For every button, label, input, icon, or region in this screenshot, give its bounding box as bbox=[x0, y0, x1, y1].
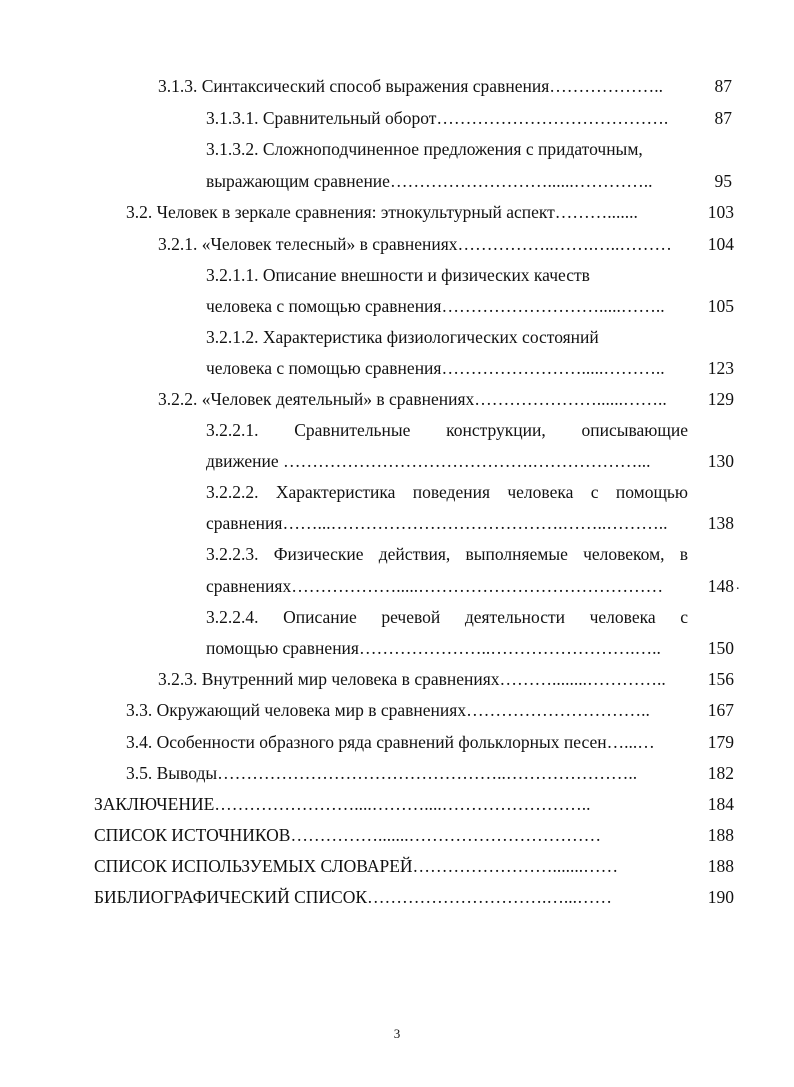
toc-page-dictionaries: 188 bbox=[707, 856, 734, 876]
toc-page-sources: 188 bbox=[707, 825, 734, 845]
toc-entry-3-1-3-1: 3.1.3.1. Сравнительный оборот…………………………………. bbox=[206, 108, 669, 128]
word: деятельности bbox=[464, 607, 566, 627]
page-number: 3 bbox=[393, 1026, 401, 1041]
toc-entry-3-2-1: 3.2.1. «Человек телесный» в сравнениях……………..…….…..……… bbox=[158, 234, 672, 254]
toc-page-3-2-2: 129 bbox=[707, 389, 734, 409]
toc-page-3-2-2-4: 150 bbox=[707, 638, 734, 658]
stray-dot: . bbox=[736, 578, 740, 593]
toc-entry-3-2-3: 3.2.3. Внутренний мир человека в сравнениях………........………….. bbox=[158, 669, 666, 689]
toc-entry-3-2-2-3 bbox=[206, 543, 688, 565]
toc-entry-3-1-3: 3.1.3. Синтаксический способ выражения сравнения……………….. bbox=[158, 76, 664, 96]
toc-entry-3-2-2-1 bbox=[206, 419, 688, 441]
word: Характеристика bbox=[275, 482, 396, 502]
word: 3.2.2.2. bbox=[206, 482, 259, 502]
toc-page-3-2-2-3: 148 bbox=[707, 576, 734, 596]
toc-entry-3-2-2-4-cont: помощью сравнения…………………..…………………….….. bbox=[206, 638, 661, 658]
word: речевой bbox=[381, 607, 441, 627]
word: с bbox=[680, 607, 688, 627]
word: действия, bbox=[378, 544, 451, 564]
toc-page-bibliography: 190 bbox=[707, 887, 734, 907]
toc-entry-3-2-1-2: 3.2.1.2. Характеристика физиологических состояний bbox=[206, 327, 599, 347]
toc-page-3-4: 179 bbox=[707, 732, 734, 752]
toc-entry-3-2-2-1-cont: движение …………………………………….………………... bbox=[206, 451, 651, 471]
word: конструкции, bbox=[446, 420, 546, 440]
toc-entry-3-2-1-1-cont: человека с помощью сравнения……………………….....…….. bbox=[206, 296, 665, 316]
toc-entry-3-2-2: 3.2.2. «Человек деятельный» в сравнениях…………………......…….. bbox=[158, 389, 667, 409]
toc-entry-3-2-2-2 bbox=[206, 481, 688, 503]
toc-entry-3-2-1-2-cont: человека с помощью сравнения…………………….....……….. bbox=[206, 358, 665, 378]
toc-page-3-1-3-2: 95 bbox=[714, 171, 732, 191]
word: с bbox=[590, 482, 599, 502]
toc-entry-3-2: 3.2. Человек в зеркале сравнения: этнокультурный аспект………....... bbox=[126, 202, 638, 222]
toc-page-3-1-3-1: 87 bbox=[714, 108, 732, 128]
toc-page-3-2-3: 156 bbox=[707, 669, 734, 689]
toc-page-3-2-1-1: 105 bbox=[707, 296, 734, 316]
word: 3.2.2.1. bbox=[206, 420, 259, 440]
word: поведения bbox=[412, 482, 490, 502]
word: Описание bbox=[283, 607, 357, 627]
toc-page-conclusion: 184 bbox=[707, 794, 734, 814]
toc-page-3-2-1-2: 123 bbox=[707, 358, 734, 378]
toc-entry-3-5: 3.5. Выводы…………………………………………..………………….. bbox=[126, 763, 638, 783]
toc-page-3-3: 167 bbox=[707, 700, 734, 720]
word: человека bbox=[507, 482, 574, 502]
toc-page-3-1-3: 87 bbox=[714, 76, 732, 96]
toc-entry-bibliography: БИБЛИОГРАФИЧЕСКИЙ СПИСОК………………………….…...…… bbox=[94, 887, 613, 907]
toc-page-3-5: 182 bbox=[707, 763, 734, 783]
word: человеком, bbox=[583, 544, 665, 564]
word: в bbox=[679, 544, 688, 564]
word: человека bbox=[589, 607, 656, 627]
word: 3.2.2.4. bbox=[206, 607, 259, 627]
toc-entry-sources: СПИСОК ИСТОЧНИКОВ…………….......…………………………… bbox=[94, 825, 602, 845]
toc-page-3-2-2-2: 138 bbox=[707, 513, 734, 533]
toc-entry-conclusion: ЗАКЛЮЧЕНИЕ……………………....………....…………………….. bbox=[94, 794, 591, 814]
word: 3.2.2.3. bbox=[206, 544, 259, 564]
toc-entry-3-4: 3.4. Особенности образного ряда сравнений фольклорных песен…...… bbox=[126, 732, 655, 752]
word: выполняемые bbox=[465, 544, 568, 564]
toc-entry-3-1-3-2: 3.1.3.2. Сложноподчиненное предложения с придаточным, bbox=[206, 139, 643, 159]
toc-entry-dictionaries: СПИСОК ИСПОЛЬЗУЕМЫХ СЛОВАРЕЙ…………………….......…… bbox=[94, 856, 619, 876]
toc-page-3-2-2-1: 130 bbox=[707, 451, 734, 471]
toc-entry-3-2-2-3-cont: сравнениях……………….....…………………………………… bbox=[206, 576, 664, 596]
toc-entry-3-2-2-2-cont: сравнения……...………………………………….……..……….. bbox=[206, 513, 668, 533]
toc-page-3-2-1: 104 bbox=[707, 234, 734, 254]
word: Сравнительные bbox=[294, 420, 411, 440]
toc-entry-3-2-1-1: 3.2.1.1. Описание внешности и физических качеств bbox=[206, 265, 590, 285]
toc-page-3-2: 103 bbox=[707, 202, 734, 222]
toc-entry-3-3: 3.3. Окружающий человека мир в сравнениях………………………….. bbox=[126, 700, 650, 720]
toc-entry-3-1-3-2-cont: выражающим сравнение………………………......………….. bbox=[206, 171, 653, 191]
word: помощью bbox=[615, 482, 688, 502]
word: Физические bbox=[273, 544, 364, 564]
toc-entry-3-2-2-4 bbox=[206, 606, 688, 628]
word: описывающие bbox=[581, 420, 688, 440]
